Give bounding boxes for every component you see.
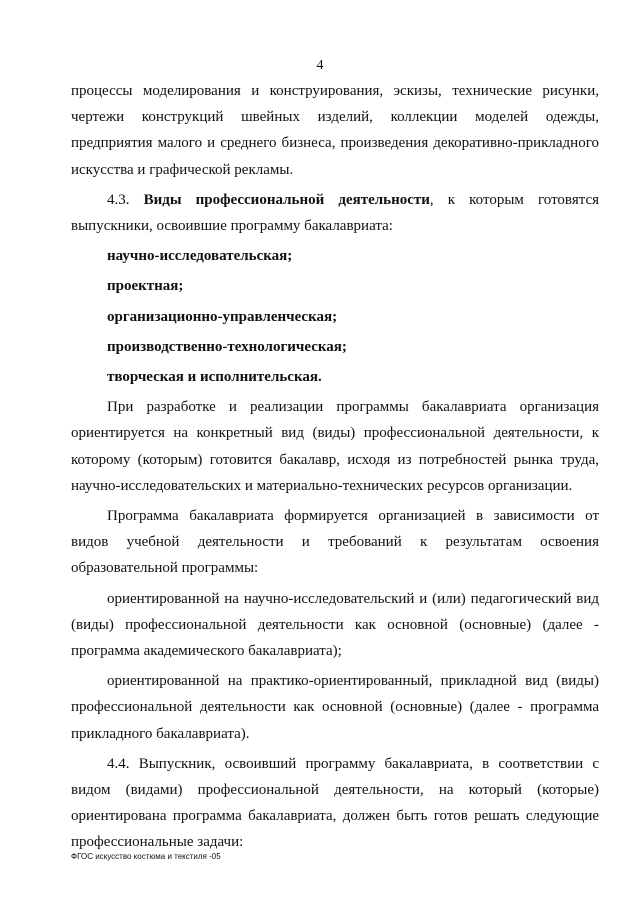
page-number: 4 bbox=[316, 58, 324, 73]
paragraph-academic: ориентированной на научно-исследовательский и (или) педагогический вид (виды) профессиональной деятельности как основной (основные) (далее - программа академического бакалавриата); bbox=[71, 590, 599, 660]
bold-term: Виды профессиональной деятельности bbox=[143, 191, 430, 208]
activity-type-item: творческая и исполнительская. bbox=[107, 369, 322, 386]
document-body bbox=[71, 78, 599, 856]
paragraph-scope: процессы моделирования и конструирования, эскизы, технические рисунки, чертежи конструкций швейных изделий, коллекции моделей одежды, предприятия малого и среднего бизнеса, произведения декоративно-прикладного искусства и графической рекламы. bbox=[71, 83, 599, 178]
activity-type-item: научно-исследовательская; bbox=[107, 248, 293, 265]
paragraph-graduate-tasks: 4.4. Выпускник, освоивший программу бакалавриата, в соответствии с видом (видами) профессиональной деятельности, на который (которые) ориентирована программа бакалавриата, должен быть готов решать следующие профессиональные задачи: bbox=[71, 755, 599, 851]
activity-type-item: проектная; bbox=[107, 278, 184, 295]
footer-note: ФГОС искусство костюма и текстиля -05 bbox=[71, 852, 221, 861]
paragraph-applied: ориентированной на практико-ориентированный, прикладной вид (виды) профессиональной деятельности как основной (основные) (далее - программа прикладного бакалавриата). bbox=[71, 673, 599, 742]
paragraph-continuation: , к которым готовятся выпускники, освоившие программу бакалавриата: bbox=[71, 191, 600, 235]
section-number: 4.3. bbox=[107, 191, 144, 208]
paragraph-orientation: При разработке и реализации программы бакалавриата организация ориентируется на конкретный вид (виды) профессиональной деятельности, к которому (которым) готовится бакалавр, исходя из потребностей рынка труда, научно-исследовательских и материально-технических ресурсов организации. bbox=[71, 399, 599, 494]
paragraph-formation: Программа бакалавриата формируется организацией в зависимости от видов учебной деятельности и требований к результатам освоения образовательной программы: bbox=[71, 508, 599, 577]
paragraph-activity-types-heading bbox=[71, 187, 599, 239]
activity-type-item: производственно-технологическая; bbox=[107, 338, 347, 355]
activity-type-item: организационно-управленческая; bbox=[107, 308, 338, 325]
